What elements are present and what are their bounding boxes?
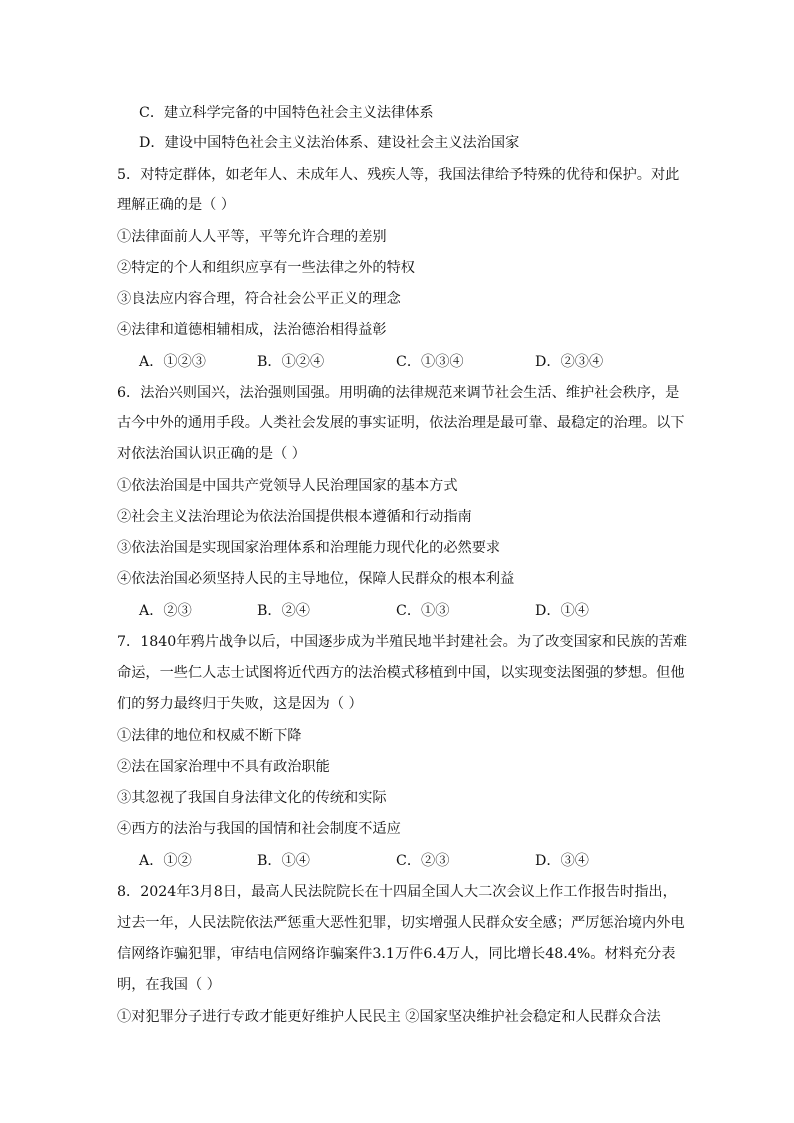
q6-item-3: ③依法治国是实现国家治理体系和治理能力现代化的必然要求 bbox=[117, 540, 501, 556]
q5-option-a: A．①②③ bbox=[139, 354, 206, 370]
q5-stem-line1: 5．对特定群体，如老年人、未成年人、残疾人等，我国法律给予特殊的优待和保护。对此 bbox=[117, 167, 680, 183]
q8-stem-line1: 8．2024年3月8日，最高人民法院院长在十四届全国人大二次会议上作工作报告时指出， bbox=[117, 884, 677, 900]
q6-stem-line1: 6．法治兴则国兴，法治强则国强。用明确的法律规范来调节社会生活、维护社会秩序，是 bbox=[117, 385, 680, 401]
q5-option-b: B．①②④ bbox=[257, 354, 325, 370]
q5-option-d: D．②③④ bbox=[535, 354, 604, 370]
q5-item-4: ④法律和道德相辅相成，法治德治相得益彰 bbox=[117, 322, 387, 338]
q6-option-d: D．①④ bbox=[535, 603, 589, 619]
q7-stem-line2: 命运，一些仁人志士试图将近代西方的法治模式移植到中国，以实现变法图强的梦想。但他 bbox=[117, 665, 685, 681]
q5-item-3: ③良法应内容合理，符合社会公平正义的理念 bbox=[117, 291, 401, 307]
q5-stem-line2: 理解正确的是（ ） bbox=[117, 197, 236, 213]
q6-item-2: ②社会主义法治理论为依法治国提供根本遵循和行动指南 bbox=[117, 509, 472, 525]
q6-option-b: B．②④ bbox=[257, 603, 310, 619]
q7-item-1: ①法律的地位和权威不断下降 bbox=[117, 728, 302, 744]
q6-option-a: A．②③ bbox=[139, 603, 192, 619]
q7-option-c: C．②③ bbox=[396, 853, 450, 869]
q8-stem-line2: 过去一年，人民法院依法严惩重大恶性犯罪，切实增强人民群众安全感；严厉惩治境内外电 bbox=[117, 915, 685, 931]
q4-option-c: C．建立科学完备的中国特色社会主义法律体系 bbox=[139, 105, 434, 121]
q7-item-4: ④西方的法治与我国的国情和社会制度不适应 bbox=[117, 821, 401, 837]
q8-items-line: ①对犯罪分子进行专政才能更好维护人民民主 ②国家坚决维护社会稳定和人民群众合法 bbox=[117, 1009, 661, 1025]
q8-stem-line3: 信网络诈骗犯罪，审结电信网络诈骗案件3.1万件6.4万人，同比增长48.4%。材料充分表 bbox=[117, 946, 676, 962]
q8-stem-line4: 明，在我国（ ） bbox=[117, 977, 221, 993]
q5-item-2: ②特定的个人和组织应享有一些法律之外的特权 bbox=[117, 260, 415, 276]
q7-stem-line3: 们的努力最终归于失败，这是因为（ ） bbox=[117, 696, 363, 712]
q6-item-4: ④依法治国必须坚持人民的主导地位，保障人民群众的根本利益 bbox=[117, 571, 515, 587]
q7-item-3: ③其忽视了我国自身法律文化的传统和实际 bbox=[117, 790, 387, 806]
q7-option-a: A．①② bbox=[139, 853, 192, 869]
q7-stem-line1: 7．1840年鸦片战争以后，中国逐步成为半殖民地半封建社会。为了改变国家和民族的苦难 bbox=[117, 634, 688, 650]
q6-stem-line2: 古今中外的通用手段。人类社会发展的事实证明，依法治理是最可靠、最稳定的治理。以下 bbox=[117, 415, 685, 431]
q7-option-b: B．①④ bbox=[257, 853, 310, 869]
q6-item-1: ①依法治国是中国共产党领导人民治理国家的基本方式 bbox=[117, 478, 458, 494]
q4-option-d: D．建设中国特色社会主义法治体系、建设社会主义法治国家 bbox=[139, 135, 520, 151]
q5-option-c: C．①③④ bbox=[396, 354, 464, 370]
q5-item-1: ①法律面前人人平等，平等允许合理的差别 bbox=[117, 229, 387, 245]
q7-option-d: D．③④ bbox=[535, 853, 589, 869]
q6-option-c: C．①③ bbox=[396, 603, 450, 619]
q7-item-2: ②法在国家治理中不具有政治职能 bbox=[117, 759, 330, 775]
q6-stem-line3: 对依法治国认识正确的是（ ） bbox=[117, 446, 306, 462]
